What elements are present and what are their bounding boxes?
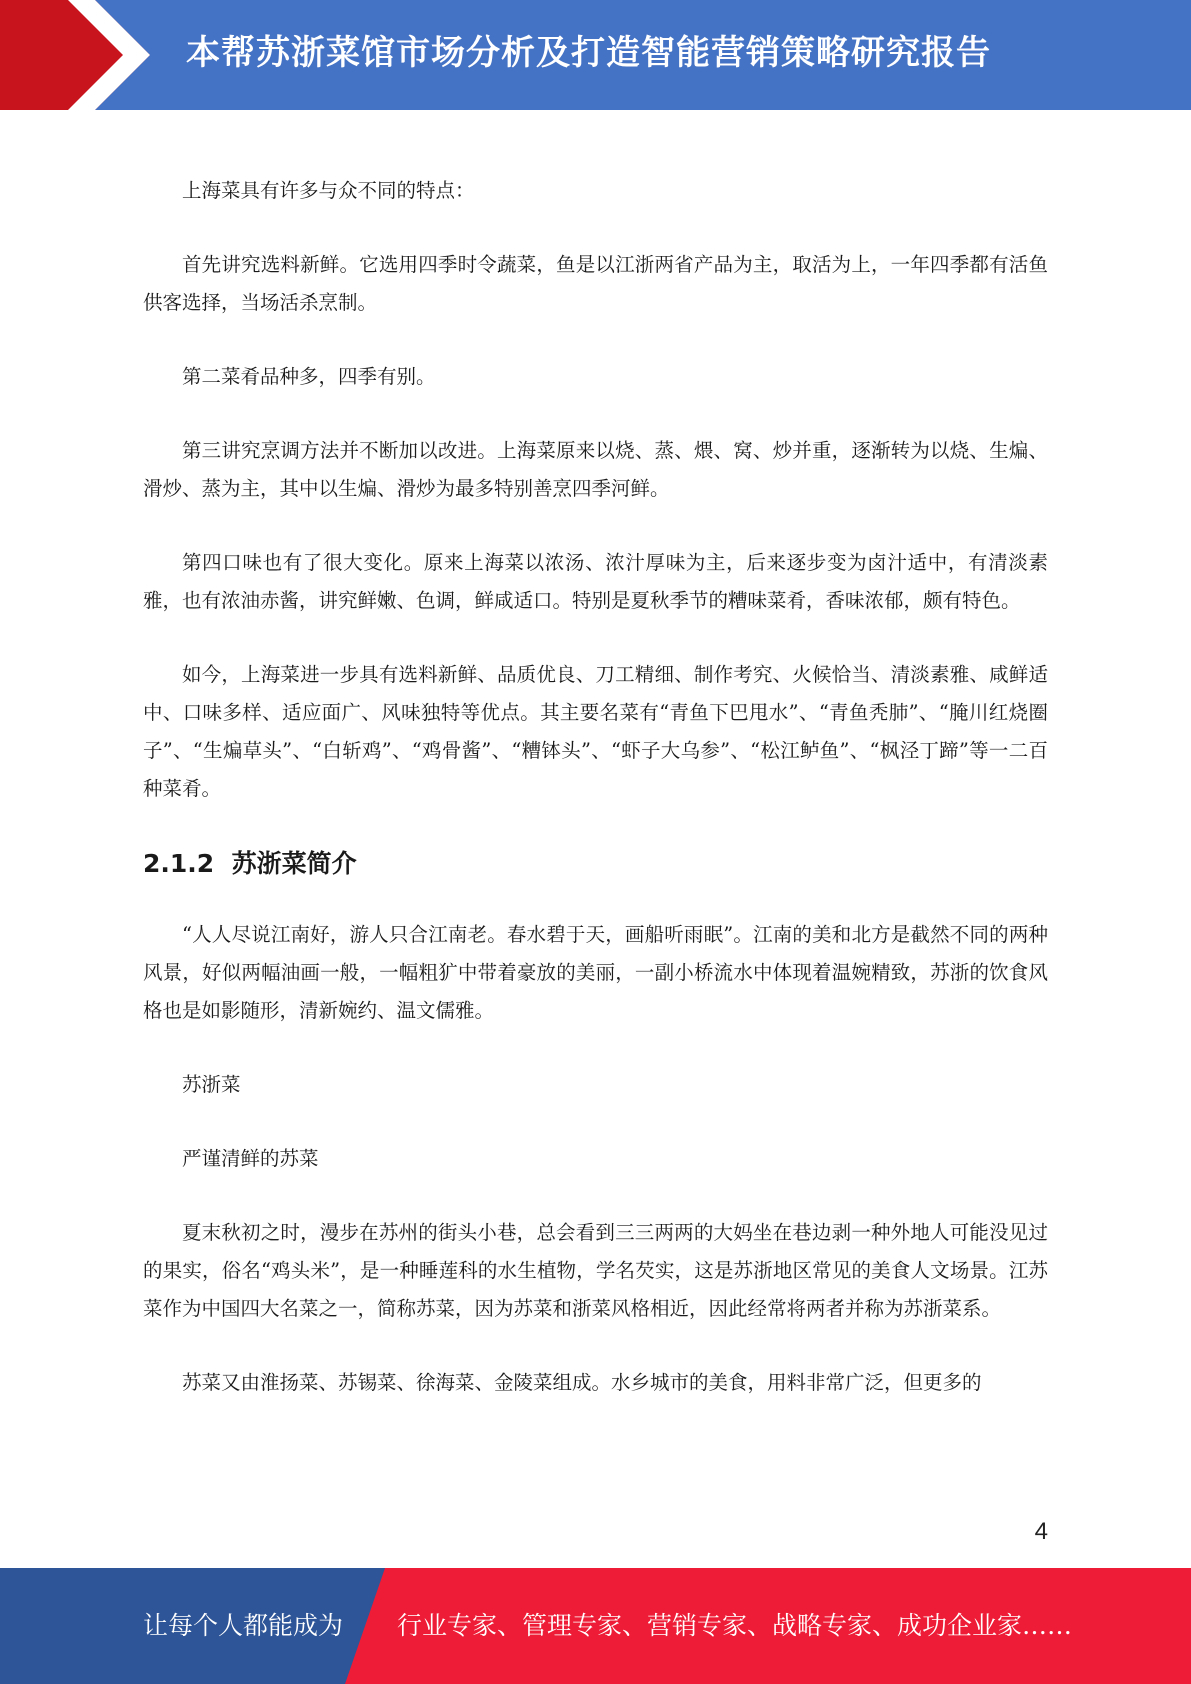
paragraph: 严谨清鲜的苏菜 [182,1147,319,1170]
paragraph: 上海菜具有许多与众不同的特点： [182,179,475,202]
paragraph: 夏末秋初之时，漫步在苏州的街头小巷，总会看到三三两两的大妈坐在巷边剥一种外地人可能没见过的果实，俗名“鸡头米”，是一种睡莲科的水生植物，学名芡实，这是苏浙地区常见的美食人文场景。江苏菜作为中国四大名菜之一，简称苏菜，因为苏菜和浙菜风格相近，因此经常将两者并称为苏浙菜系。 [143,1221,1048,1320]
page-number: 4 [1034,1518,1048,1545]
paragraph: 第二菜肴品种多，四季有别。 [182,365,436,388]
footer-slogan-left: 让每个人都能成为 [143,1611,344,1640]
page-footer [0,1568,1191,1684]
footer-slogan-right: 行业专家、管理专家、营销专家、战略专家、成功企业家…… [397,1611,1073,1640]
paragraph: “人人尽说江南好，游人只合江南老。春水碧于天，画船听雨眠”。江南的美和北方是截然不同的两种风景，好似两幅油画一般，一幅粗犷中带着豪放的美丽，一副小桥流水中体现着温婉精致，苏浙的饮食风格也是如影随形，清新婉约、温文儒雅。 [143,923,1048,1022]
page-content [143,172,1048,1438]
page-header [0,0,1191,110]
paragraph: 第四口味也有了很大变化。原来上海菜以浓汤、浓汁厚味为主，后来逐步变为卤汁适中，有清淡素雅，也有浓油赤酱，讲究鲜嫩、色调，鲜咸适口。特别是夏秋季节的糟味菜肴，香味浓郁，颇有特色。 [143,551,1048,612]
paragraph: 第三讲究烹调方法并不断加以改进。上海菜原来以烧、蒸、煨、窝、炒并重，逐渐转为以烧、生煸、滑炒、蒸为主，其中以生煸、滑炒为最多特别善烹四季河鲜。 [143,439,1048,500]
report-title: 本帮苏浙菜馆市场分析及打造智能营销策略研究报告 [186,33,991,73]
section-heading [143,844,1048,884]
paragraph: 苏菜又由淮扬菜、苏锡菜、徐海菜、金陵菜组成。水乡城市的美食，用料非常广泛，但更多的 [182,1371,982,1394]
paragraph: 首先讲究选料新鲜。它选用四季时令蔬菜，鱼是以江浙两省产品为主，取活为上，一年四季都有活鱼供客选择，当场活杀烹制。 [143,253,1048,314]
paragraph: 如今，上海菜进一步具有选料新鲜、品质优良、刀工精细、制作考究、火候恰当、清淡素雅、咸鲜适中、口味多样、适应面广、风味独特等优点。其主要名菜有“青鱼下巴甩水”、“青鱼秃肺”、“腌川红烧圈子”、“生煸草头”、“白斩鸡”、“鸡骨酱”、“糟钵头”、“虾子大乌参”、“松江鲈鱼”、“枫泾丁蹄”等一二百种菜肴。 [143,663,1048,800]
paragraph: 苏浙菜 [182,1073,241,1096]
section-title: 苏浙菜简介 [231,849,357,878]
section-number: 2.1.2 [143,849,215,878]
